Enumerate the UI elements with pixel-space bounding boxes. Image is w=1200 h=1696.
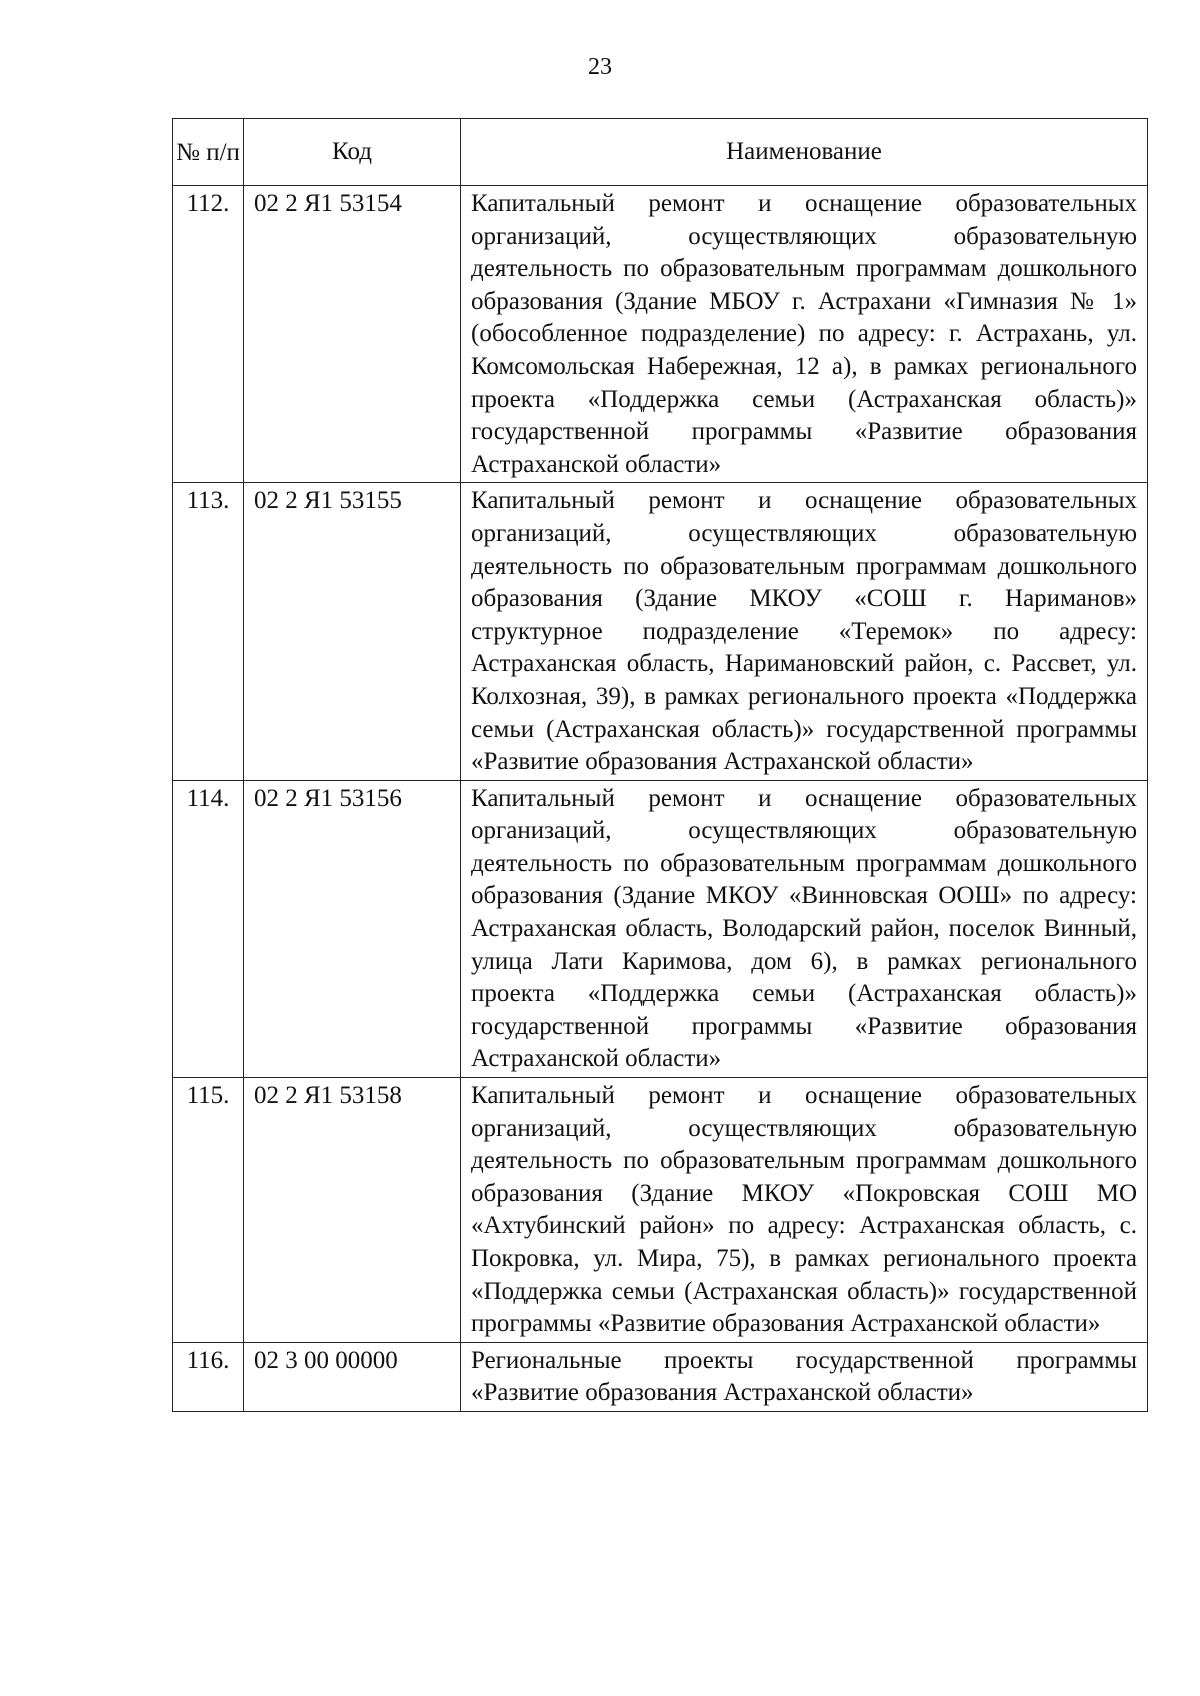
table-row (173, 483, 1148, 780)
table-header-row (173, 119, 1148, 186)
row-code: 02 2 Я1 53155 (244, 483, 461, 780)
row-code: 02 3 00 00000 (244, 1342, 461, 1411)
row-name: Региональные проекты государственной программы «Развитие образования Астраханской области» (461, 1342, 1148, 1411)
table-row (173, 780, 1148, 1077)
header-name: Наименование (461, 119, 1148, 186)
table-row (173, 1342, 1148, 1411)
row-name: Капитальный ремонт и оснащение образовательных организаций, осуществляющих образовательную деятельность по образовательным программам дошкольного образования (Здание МКОУ «Покровская СОШ МО «Ахтубинский район» по адресу: Астраханская область, с. Покровка, ул. Мира, 75), в рамках регионального проекта «Поддержка семьи (Астраханская область)» государственной программы «Развитие образования Астраханской области» (461, 1078, 1148, 1343)
row-num: 116. (173, 1342, 244, 1411)
header-num: № п/п (173, 119, 244, 186)
budget-code-table (172, 118, 1148, 1412)
table-row (173, 186, 1148, 483)
page-number: 23 (588, 54, 612, 80)
row-name: Капитальный ремонт и оснащение образовательных организаций, осуществляющих образовательную деятельность по образовательным программам дошкольного образования (Здание МБОУ г. Астрахани «Гимназия № 1» (обособленное подразделение) по адресу: г. Астрахань, ул. Комсомольская Набережная, 12 а), в рамках регионального проекта «Поддержка семьи (Астраханская область)» государственной программы «Развитие образования Астраханской области» (461, 186, 1148, 483)
row-num: 114. (173, 780, 244, 1077)
row-code: 02 2 Я1 53156 (244, 780, 461, 1077)
table-row (173, 1078, 1148, 1343)
row-name: Капитальный ремонт и оснащение образовательных организаций, осуществляющих образовательную деятельность по образовательным программам дошкольного образования (Здание МКОУ «СОШ г. Нариманов» структурное подразделение «Теремок» по адресу: Астраханская область, Наримановский район, с. Рассвет, ул. Колхозная, 39), в рамках регионального проекта «Поддержка семьи (Астраханская область)» государственной программы «Развитие образования Астраханской области» (461, 483, 1148, 780)
row-num: 115. (173, 1078, 244, 1343)
header-code: Код (244, 119, 461, 186)
row-num: 113. (173, 483, 244, 780)
row-name: Капитальный ремонт и оснащение образовательных организаций, осуществляющих образовательную деятельность по образовательным программам дошкольного образования (Здание МКОУ «Винновская ООШ» по адресу: Астраханская область, Володарский район, поселок Винный, улица Лати Каримова, дом 6), в рамках регионального проекта «Поддержка семьи (Астраханская область)» государственной программы «Развитие образования Астраханской области» (461, 780, 1148, 1077)
row-code: 02 2 Я1 53158 (244, 1078, 461, 1343)
row-code: 02 2 Я1 53154 (244, 186, 461, 483)
row-num: 112. (173, 186, 244, 483)
